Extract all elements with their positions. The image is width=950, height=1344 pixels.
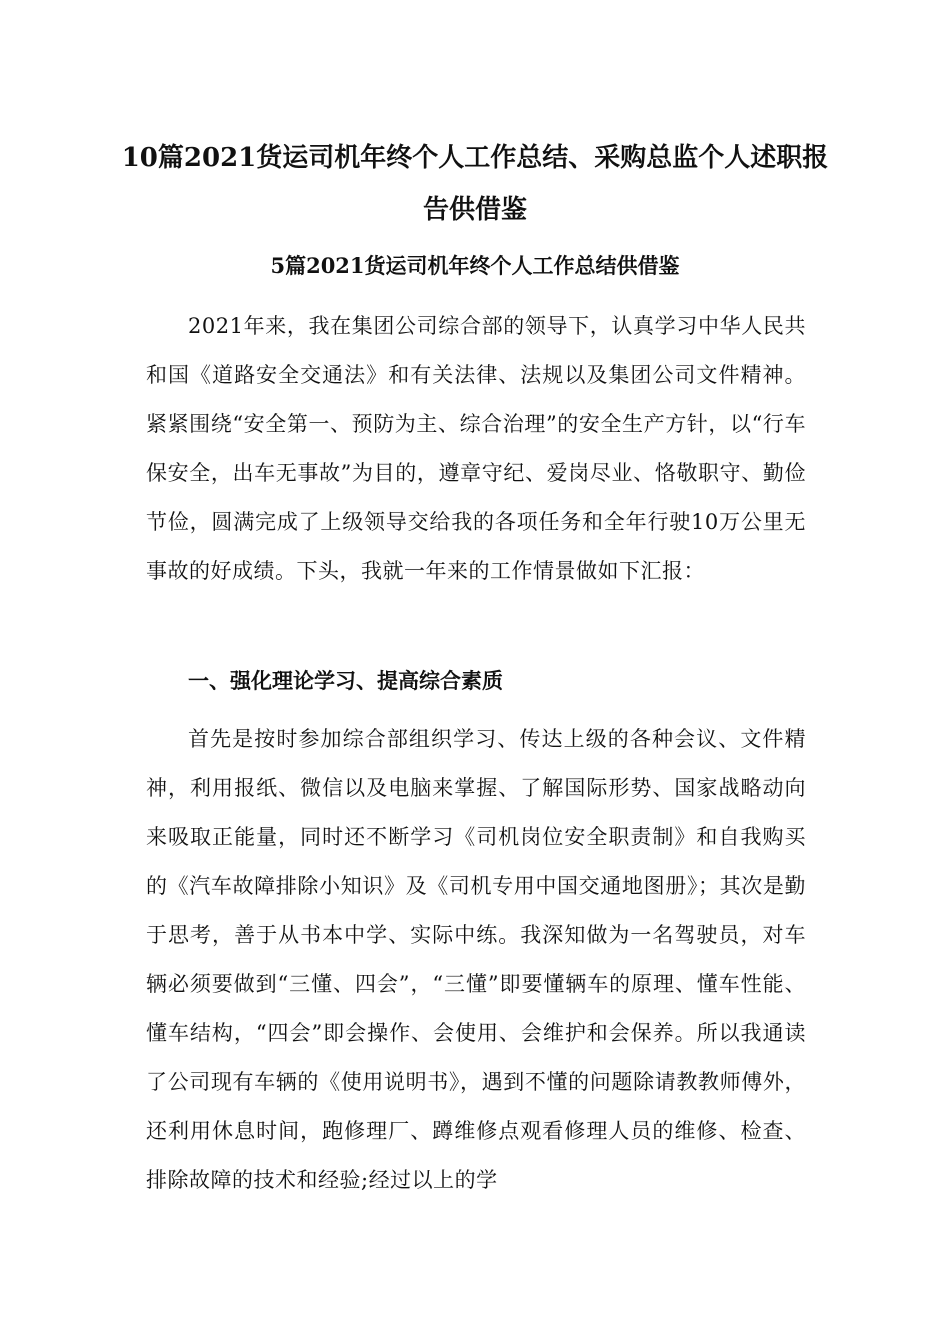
section-heading-1: 一、强化理论学习、提高综合素质 xyxy=(188,668,503,693)
paragraph-intro: 2021年来，我在集团公司综合部的领导下，认真学习中华人民共和国《道路安全交通法》和有关法律、法规以及集团公司文件精神。紧紧围绕“安全第一、预防为主、综合治理”的安全生产方针，以“行车保安全，出车无事故”为目的，遵章守纪、爱岗尽业、恪敬职守、勤俭节俭，圆满完成了上级领导交给我的各项任务和全年行驶10万公里无事故的好成绩。下头，我就一年来的工作情景做如下汇报： xyxy=(146,314,806,583)
document-subtitle: 5篇2021货运司机年终个人工作总结供借鉴 xyxy=(270,253,680,278)
paragraph-section-1: 首先是按时参加综合部组织学习、传达上级的各种会议、文件精神，利用报纸、微信以及电脑来掌握、了解国际形势、国家战略动向来吸取正能量，同时还不断学习《司机岗位安全职责制》和自我购买的《汽车故障排除小知识》及《司机专用中国交通地图册》；其次是勤于思考，善于从书本中学、实际中练。我深知做为一名驾驶员，对车辆必须要做到“三懂、四会”，“三懂”即要懂辆车的原理、懂车性能、懂车结构，“四会”即会操作、会使用、会维护和会保养。所以我通读了公司现有车辆的《使用说明书》，遇到不懂的问题除请教教师傅外，还利用休息时间，跑修理厂、蹲维修点观看修理人员的维修、检查、排除故障的技术和经验;经过以上的学 xyxy=(146,727,806,1192)
document-title: 10篇2021货运司机年终个人工作总结、采购总监个人述职报告供借鉴 xyxy=(121,143,829,225)
